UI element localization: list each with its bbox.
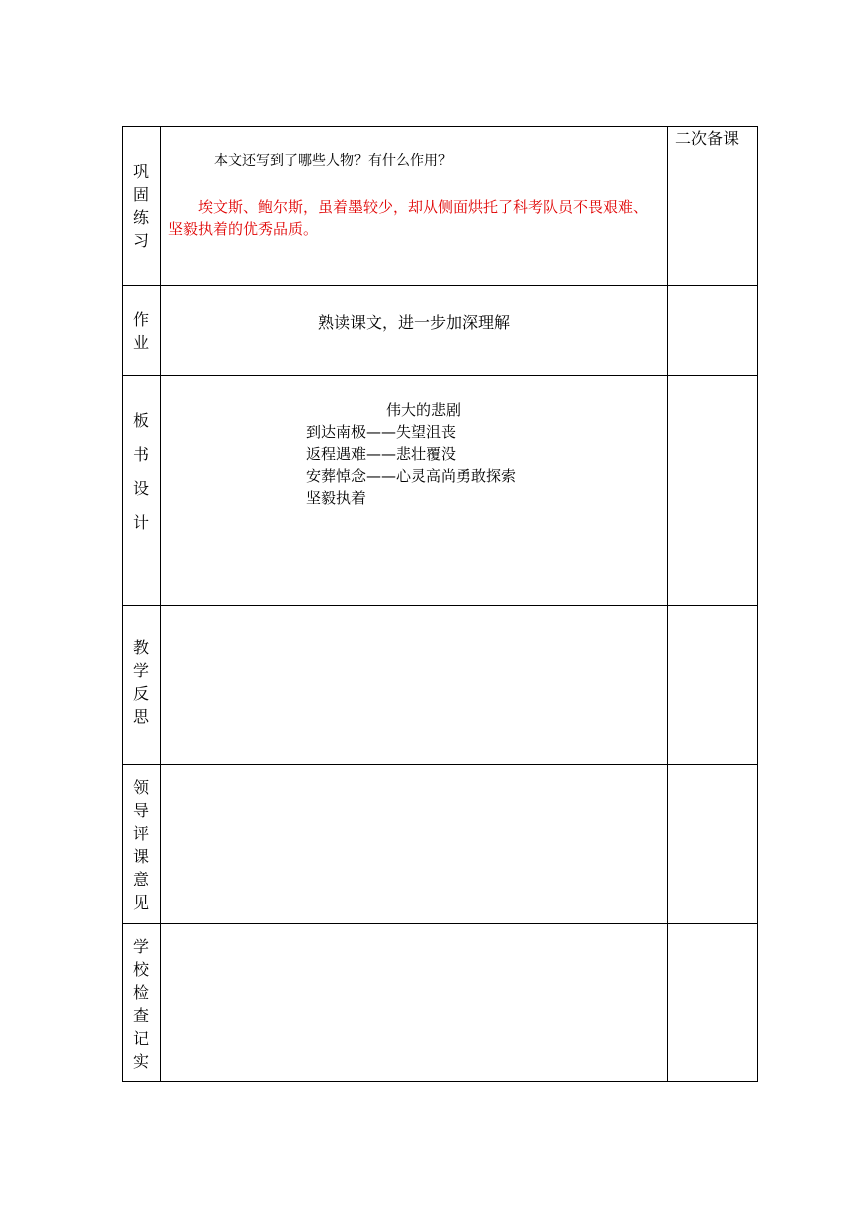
practice-label: 巩 固 练 习 — [132, 162, 149, 250]
grid-line — [122, 375, 758, 376]
grid-line — [757, 126, 758, 1082]
board-line: 到达南极——失望沮丧 — [306, 423, 457, 441]
practice-answer-line-2: 坚毅执着的优秀品质。 — [168, 220, 319, 238]
board-line: 坚毅执着 — [306, 489, 367, 507]
leader-review-label: 领 导 评 课 意 见 — [132, 778, 149, 912]
board-design-content — [306, 399, 516, 509]
grid-line — [122, 605, 758, 606]
grid-line — [122, 285, 758, 286]
school-check-label: 学 校 检 查 记 实 — [132, 937, 149, 1071]
practice-answer-line-1: 埃文斯、鲍尔斯，虽着墨较少，却从侧面烘托了科考队员不畏艰难、 — [198, 198, 649, 216]
homework-content: 熟读课文，进一步加深理解 — [317, 313, 510, 332]
board-title: 伟大的悲剧 — [386, 401, 462, 419]
grid-line — [122, 923, 758, 924]
board-line: 返程遇难——悲壮覆没 — [306, 445, 457, 463]
board-design-label: 板 书 设 计 — [132, 411, 149, 532]
grid-line — [122, 1081, 758, 1082]
board-line: 安葬悼念——心灵高尚勇敢探索 — [306, 467, 517, 485]
grid-line — [122, 764, 758, 765]
grid-line — [667, 126, 668, 1082]
practice-question: 本文还写到了哪些人物？有什么作用？ — [214, 153, 452, 169]
grid-line — [160, 126, 161, 1082]
grid-line — [122, 126, 758, 127]
reflection-label: 教 学 反 思 — [132, 638, 149, 726]
homework-label: 作 业 — [132, 310, 149, 352]
secondary-prep-heading: 二次备课 — [675, 129, 740, 148]
